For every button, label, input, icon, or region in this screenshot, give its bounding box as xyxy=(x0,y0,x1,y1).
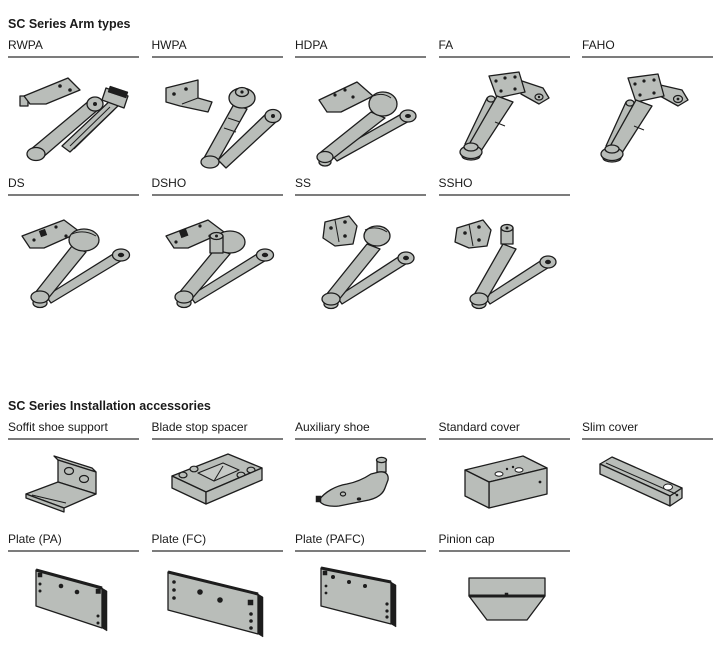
part-label: DS xyxy=(8,176,25,190)
label-underline xyxy=(439,550,570,552)
catalog-cell-ss xyxy=(295,176,438,320)
plate-pa-icon xyxy=(8,556,139,651)
part-label: Slim cover xyxy=(582,420,639,434)
plate-fc-icon xyxy=(152,556,283,651)
part-label: Soffit shoe support xyxy=(8,420,108,434)
arm-types-section-title: SC Series Arm types xyxy=(8,17,131,32)
label-underline xyxy=(439,438,570,440)
faho-arm-icon xyxy=(582,62,713,174)
faho-arm-drawing xyxy=(582,62,714,174)
catalog-cell-hdpa xyxy=(295,38,438,174)
hwpa-arm-drawing xyxy=(152,62,295,174)
accessories-row-2 xyxy=(0,532,714,651)
catalog-cell-slim-cover xyxy=(582,420,714,526)
catalog-cell-blade-stop-spacer xyxy=(152,420,295,526)
accessories-section-title: SC Series Installation accessories xyxy=(8,399,211,414)
part-label: Auxiliary shoe xyxy=(295,420,370,434)
label-underline xyxy=(152,550,283,552)
catalog-cell-ssho xyxy=(439,176,582,320)
auxiliary-shoe-icon xyxy=(295,444,426,526)
pinion-cap-icon xyxy=(439,556,570,651)
plate-pafc-drawing xyxy=(295,556,438,651)
label-underline xyxy=(295,550,426,552)
catalog-cell-standard-cover xyxy=(439,420,582,526)
dsho-arm-drawing xyxy=(152,200,295,320)
dsho-arm-icon xyxy=(152,200,283,320)
catalog-cell-dsho xyxy=(152,176,295,320)
catalog-cell-rwpa xyxy=(8,38,151,174)
auxiliary-shoe-drawing xyxy=(295,444,438,526)
catalog-cell-pinion-cap xyxy=(439,532,582,651)
label-underline xyxy=(8,56,139,58)
accessories-row-1 xyxy=(0,420,714,526)
slim-cover-icon xyxy=(582,444,713,526)
label-underline xyxy=(439,194,570,196)
label-underline xyxy=(582,56,713,58)
catalog-cell-plate-pafc xyxy=(295,532,438,651)
hwpa-arm-icon xyxy=(152,62,283,174)
fa-arm-drawing xyxy=(439,62,582,174)
label-underline xyxy=(295,56,426,58)
fa-arm-icon xyxy=(439,62,570,174)
part-label: FAHO xyxy=(582,38,615,52)
part-label: Plate (PAFC) xyxy=(295,532,365,546)
label-underline xyxy=(152,438,283,440)
hdpa-arm-icon xyxy=(295,62,426,174)
part-label: Blade stop spacer xyxy=(151,420,248,434)
ssho-arm-icon xyxy=(439,200,570,320)
rwpa-arm-icon xyxy=(8,62,139,174)
label-underline xyxy=(582,438,713,440)
part-label: FA xyxy=(438,38,454,52)
label-underline xyxy=(8,438,139,440)
pinion-cap-drawing xyxy=(439,556,582,651)
part-label: HDPA xyxy=(295,38,328,52)
part-label: Standard cover xyxy=(438,420,520,434)
ss-arm-drawing xyxy=(295,200,438,320)
rwpa-arm-drawing xyxy=(8,62,151,174)
label-underline xyxy=(295,194,426,196)
catalog-cell-soffit-shoe xyxy=(8,420,151,526)
part-label: Plate (FC) xyxy=(151,532,207,546)
label-underline xyxy=(152,56,283,58)
catalog-cell-faho xyxy=(582,38,714,174)
part-label: RWPA xyxy=(8,38,43,52)
blade-stop-spacer-icon xyxy=(152,444,283,526)
soffit-shoe-support-drawing xyxy=(8,444,151,526)
label-underline xyxy=(439,56,570,58)
label-underline xyxy=(295,438,426,440)
ds-arm-drawing xyxy=(8,200,151,320)
catalog-cell-auxiliary-shoe xyxy=(295,420,438,526)
part-label: DSHO xyxy=(151,176,187,190)
catalog-cell-hwpa xyxy=(152,38,295,174)
slim-cover-drawing xyxy=(582,444,714,526)
part-label: HWPA xyxy=(151,38,187,52)
arm-types-row-1 xyxy=(0,38,714,174)
label-underline xyxy=(8,194,139,196)
part-label: SS xyxy=(295,176,312,190)
ds-arm-icon xyxy=(8,200,139,320)
catalog-cell-plate-fc xyxy=(152,532,295,651)
plate-pa-drawing xyxy=(8,556,151,651)
part-label: SSHO xyxy=(438,176,473,190)
catalog-cell-ds xyxy=(8,176,151,320)
part-label: Pinion cap xyxy=(438,532,495,546)
plate-fc-drawing xyxy=(152,556,295,651)
soffit-shoe-support-icon xyxy=(8,444,139,526)
part-label: Plate (PA) xyxy=(8,532,62,546)
label-underline xyxy=(8,550,139,552)
plate-pafc-icon xyxy=(295,556,426,651)
arm-types-row-2 xyxy=(0,176,714,320)
standard-cover-drawing xyxy=(439,444,582,526)
blade-stop-spacer-drawing xyxy=(152,444,295,526)
catalog-cell-fa xyxy=(439,38,582,174)
hdpa-arm-drawing xyxy=(295,62,438,174)
standard-cover-icon xyxy=(439,444,570,526)
ssho-arm-drawing xyxy=(439,200,582,320)
label-underline xyxy=(152,194,283,196)
catalog-cell-plate-pa xyxy=(8,532,151,651)
ss-arm-icon xyxy=(295,200,426,320)
